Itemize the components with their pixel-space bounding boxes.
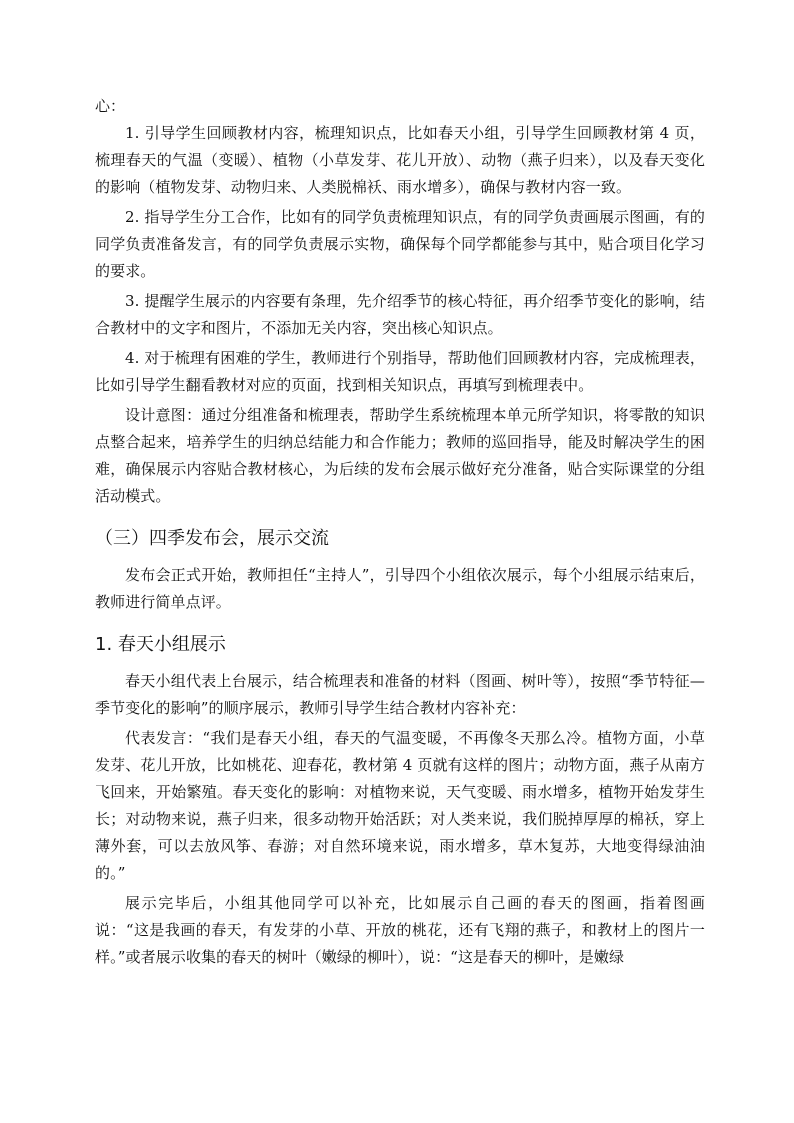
launch-intro-paragraph: 发布会正式开始，教师担任“主持人”，引导四个小组依次展示，每个小组展示结束后，教师进行简单点评。 bbox=[95, 566, 705, 611]
spring-intro-paragraph: 春天小组代表上台展示，结合梳理表和准备的材料（图画、树叶等），按照“季节特征—季节变化的影响”的顺序展示，教师引导学生结合教材内容补充： bbox=[95, 672, 705, 717]
list-item-4: 4. 对于梳理有困难的学生，教师进行个别指导，帮助他们回顾教材内容，完成梳理表，比如引导学生翻看教材对应的页面，找到相关知识点，再填写到梳理表中。 bbox=[95, 349, 705, 394]
list-item-3: 3. 提醒学生展示的内容要有条理，先介绍季节的核心特征，再介绍季节变化的影响，结合教材中的文字和图片，不添加无关内容，突出核心知识点。 bbox=[95, 292, 705, 337]
list-item-1: 1. 引导学生回顾教材内容，梳理知识点，比如春天小组，引导学生回顾教材第 4 页，梳理春天的气温（变暖）、植物（小草发芽、花儿开放）、动物（燕子归来），以及春天变化的影响（植物发芽、动物归来、人类脱棉袄、雨水增多），确保与教材内容一致。 bbox=[95, 124, 705, 196]
subsection-heading-spring: 1. 春天小组展示 bbox=[95, 634, 226, 655]
intro-fragment: 心： bbox=[95, 97, 126, 115]
design-intent-paragraph: 设计意图：通过分组准备和梳理表，帮助学生系统梳理本单元所学知识，将零散的知识点整合起来，培养学生的归纳总结能力和合作能力；教师的巡回指导，能及时解决学生的困难，确保展示内容贴合教材核心，为后续的发布会展示做好充分准备，贴合实际课堂的分组活动模式。 bbox=[95, 406, 705, 505]
spring-supplement-paragraph: 展示完毕后，小组其他同学可以补充，比如展示自己画的春天的图画，指着图画说：“这是我画的春天，有发芽的小草、开放的桃花，还有飞翔的燕子，和教材上的图片一样。”或者展示收集的春天的树叶（嫩绿的柳叶），说：“这是春天的柳叶，是嫩绿 bbox=[95, 894, 705, 966]
spring-speech-paragraph: 代表发言：“我们是春天小组，春天的气温变暖，不再像冬天那么冷。植物方面，小草发芽、花儿开放，比如桃花、迎春花，教材第 4 页就有这样的图片；动物方面，燕子从南方飞回来，开始繁殖。春天变化的影响：对植物来说，天气变暖、雨水增多，植物开始发芽生长；对动物来说，燕子归来，很多动物开始活跃；对人类来说，我们脱掉厚厚的棉袄，穿上薄外套，可以去放风筝、春游；对自然环境来说，雨水增多，草木复苏，大地变得绿油油的。” bbox=[95, 729, 705, 882]
list-item-2: 2. 指导学生分工合作，比如有的同学负责梳理知识点，有的同学负责画展示图画，有的同学负责准备发言，有的同学负责展示实物，确保每个同学都能参与其中，贴合项目化学习的要求。 bbox=[95, 208, 705, 280]
section-heading-three: （三）四季发布会，展示交流 bbox=[95, 528, 329, 549]
page-content bbox=[95, 92, 705, 974]
